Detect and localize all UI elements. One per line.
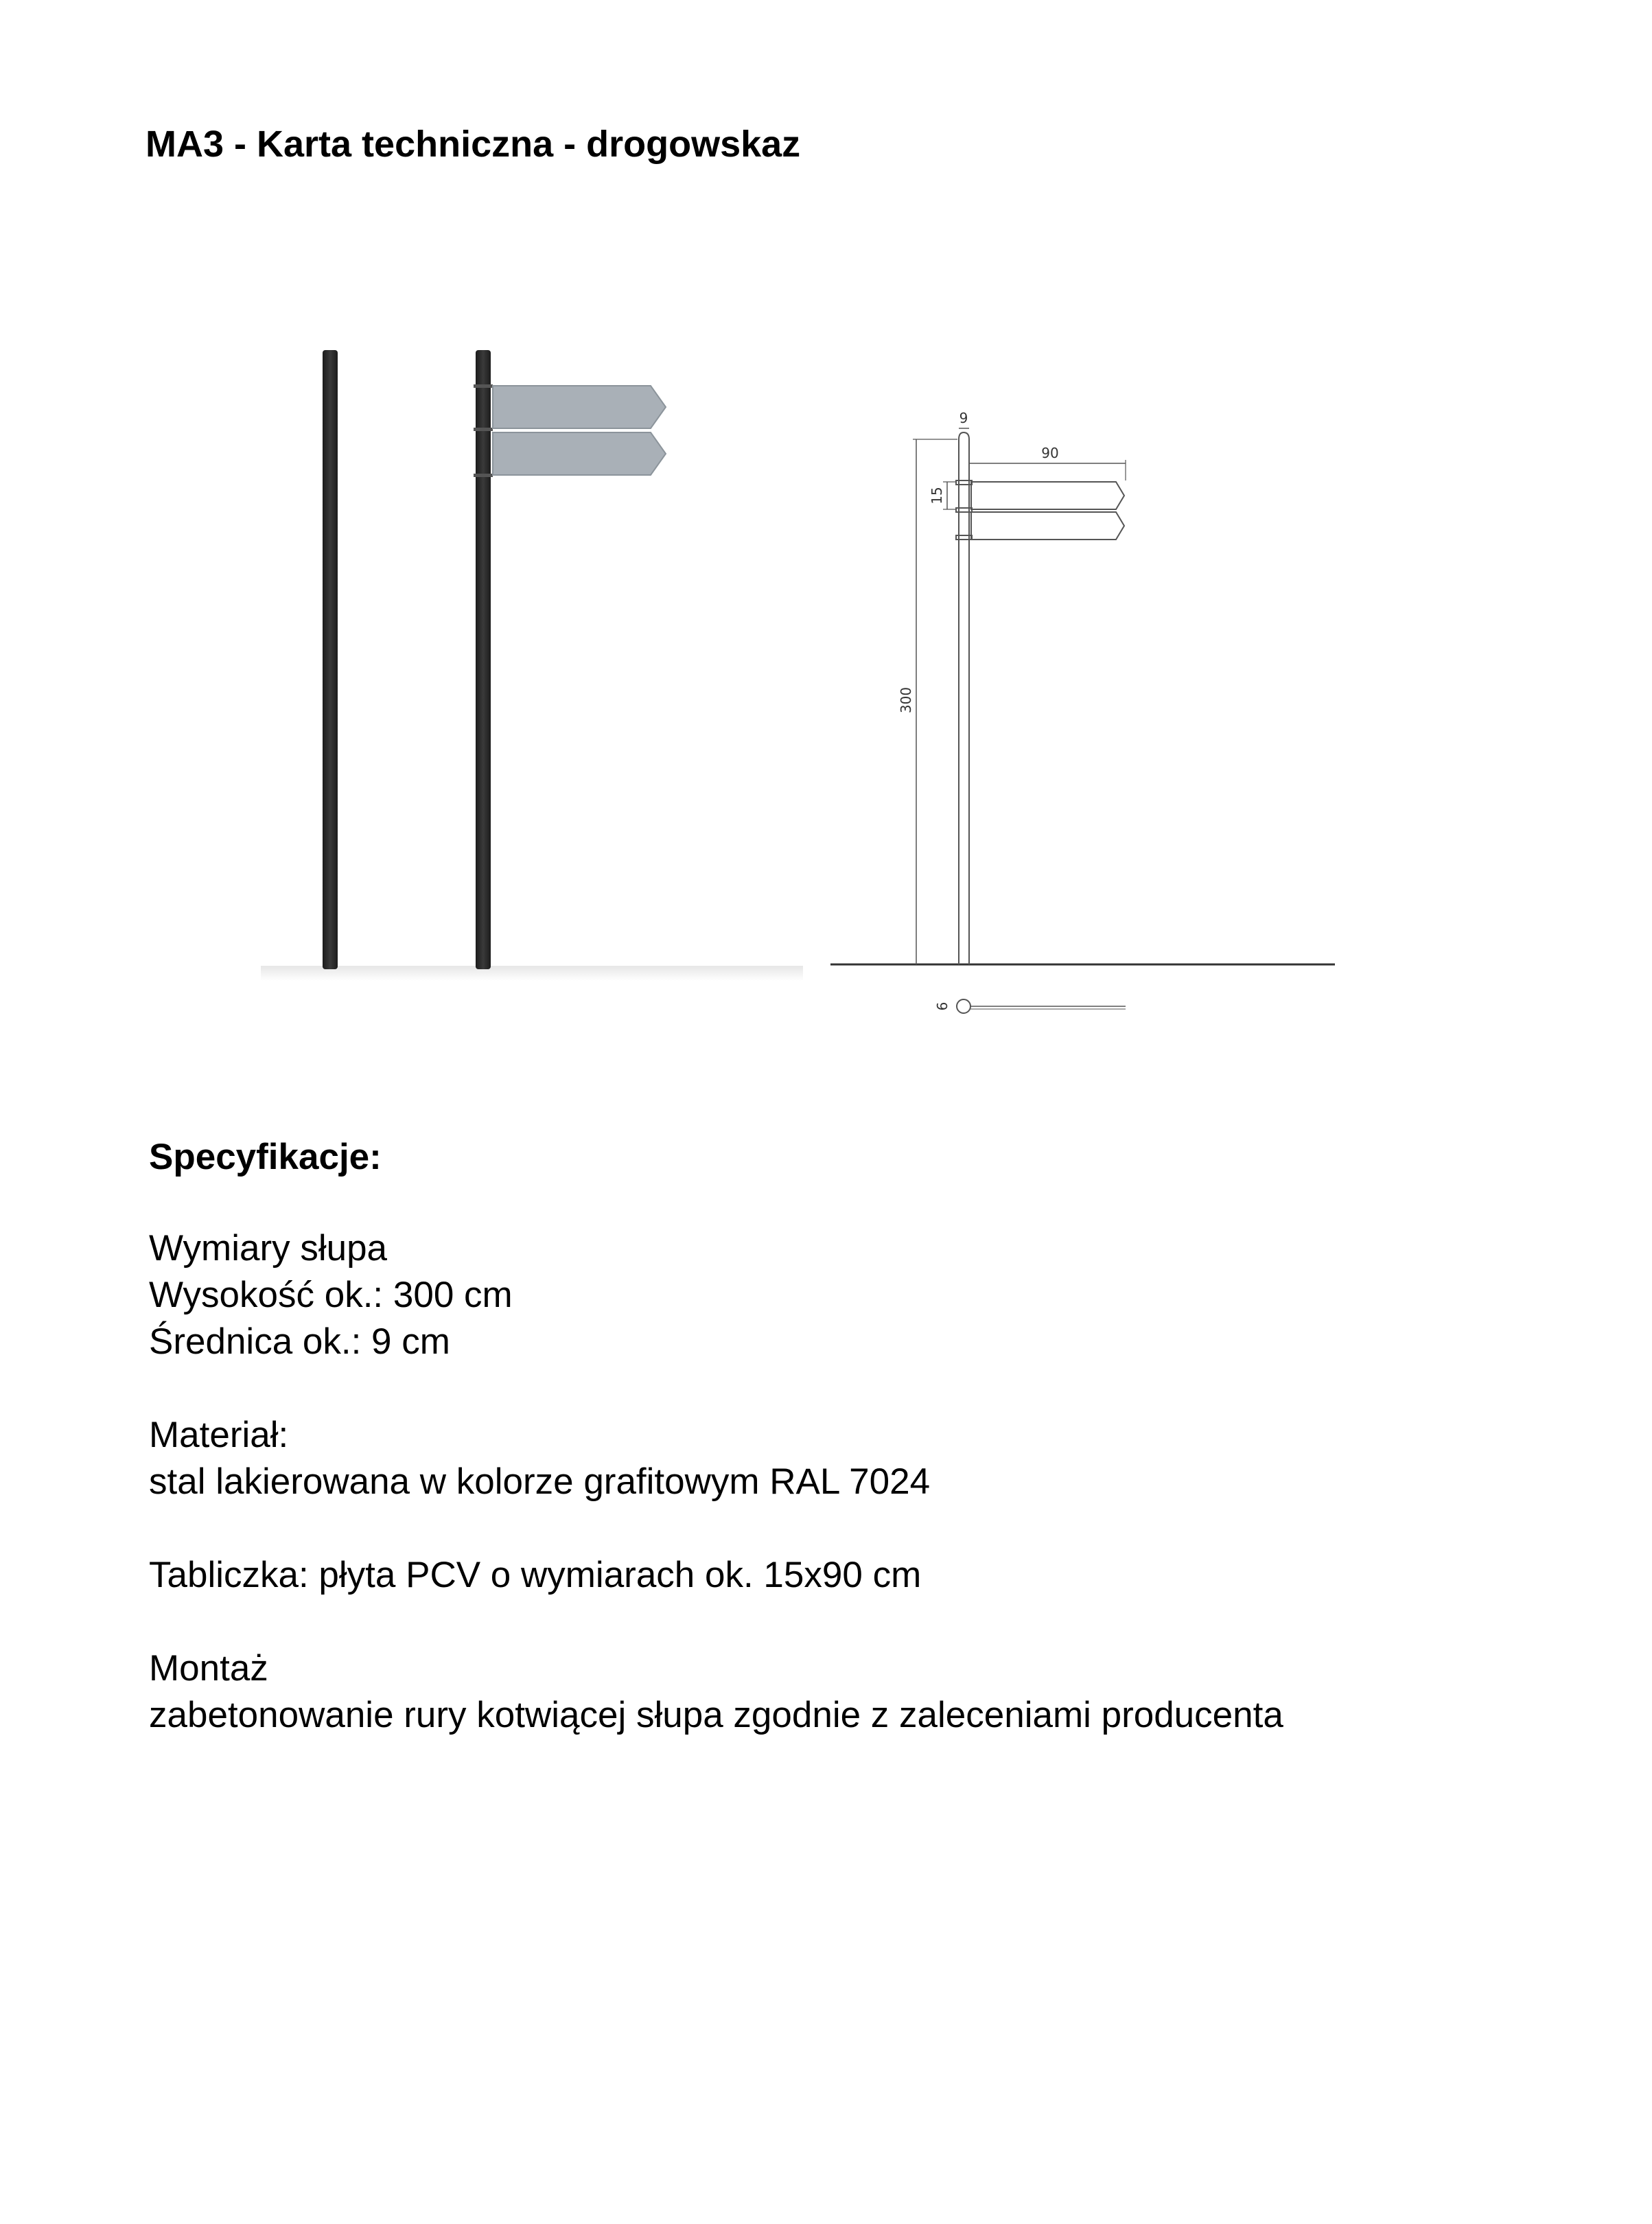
dim-label-sign-height: 15 (929, 487, 945, 505)
plate-line: Tabliczka: płyta PCV o wymiarach ok. 15x90 cm (149, 1555, 922, 1595)
clamp-ring (474, 384, 493, 388)
page-title: MA3 - Karta techniczna - drogowskaz (146, 124, 801, 165)
dim-label-pole-height: 300 (898, 686, 914, 714)
sign-outline (971, 512, 1124, 540)
mounting-block (149, 1645, 1522, 1739)
mounting-title: Montaż (149, 1648, 268, 1689)
plain-pole (323, 350, 338, 969)
plate-block (149, 1552, 1522, 1599)
base-section-circle (957, 999, 970, 1013)
technical-drawing (817, 398, 1352, 1043)
material-block (149, 1412, 1522, 1505)
specifications-section (149, 1134, 1522, 1785)
clamp-ring (474, 428, 493, 431)
product-render-figure (261, 336, 810, 988)
specs-heading: Specyfikacje: (149, 1137, 382, 1177)
dimensions-block (149, 1225, 1522, 1365)
pole-cap (959, 432, 969, 439)
clamp-ring (474, 474, 493, 477)
dim-label-base-diameter: 9 (933, 1001, 950, 1011)
dim-label-sign-length: 90 (1041, 445, 1059, 461)
diameter-line: Średnica ok.: 9 cm (149, 1321, 450, 1362)
ground-shadow (261, 966, 803, 981)
sign-panel (493, 386, 666, 428)
dim-label-top-width: 9 (959, 410, 968, 426)
dimensions-title: Wymiary słupa (149, 1228, 388, 1269)
mounting-value: zabetonowanie rury kotwiącej słupa zgodnie z zaleceniami producenta (149, 1695, 1283, 1735)
signpost-pole (476, 350, 491, 969)
material-value: stal lakierowana w kolorze grafitowym RAL 7024 (149, 1461, 931, 1502)
sign-outline (971, 482, 1124, 509)
material-title: Materiał: (149, 1415, 289, 1455)
sign-panel (493, 432, 666, 475)
height-line: Wysokość ok.: 300 cm (149, 1275, 513, 1315)
